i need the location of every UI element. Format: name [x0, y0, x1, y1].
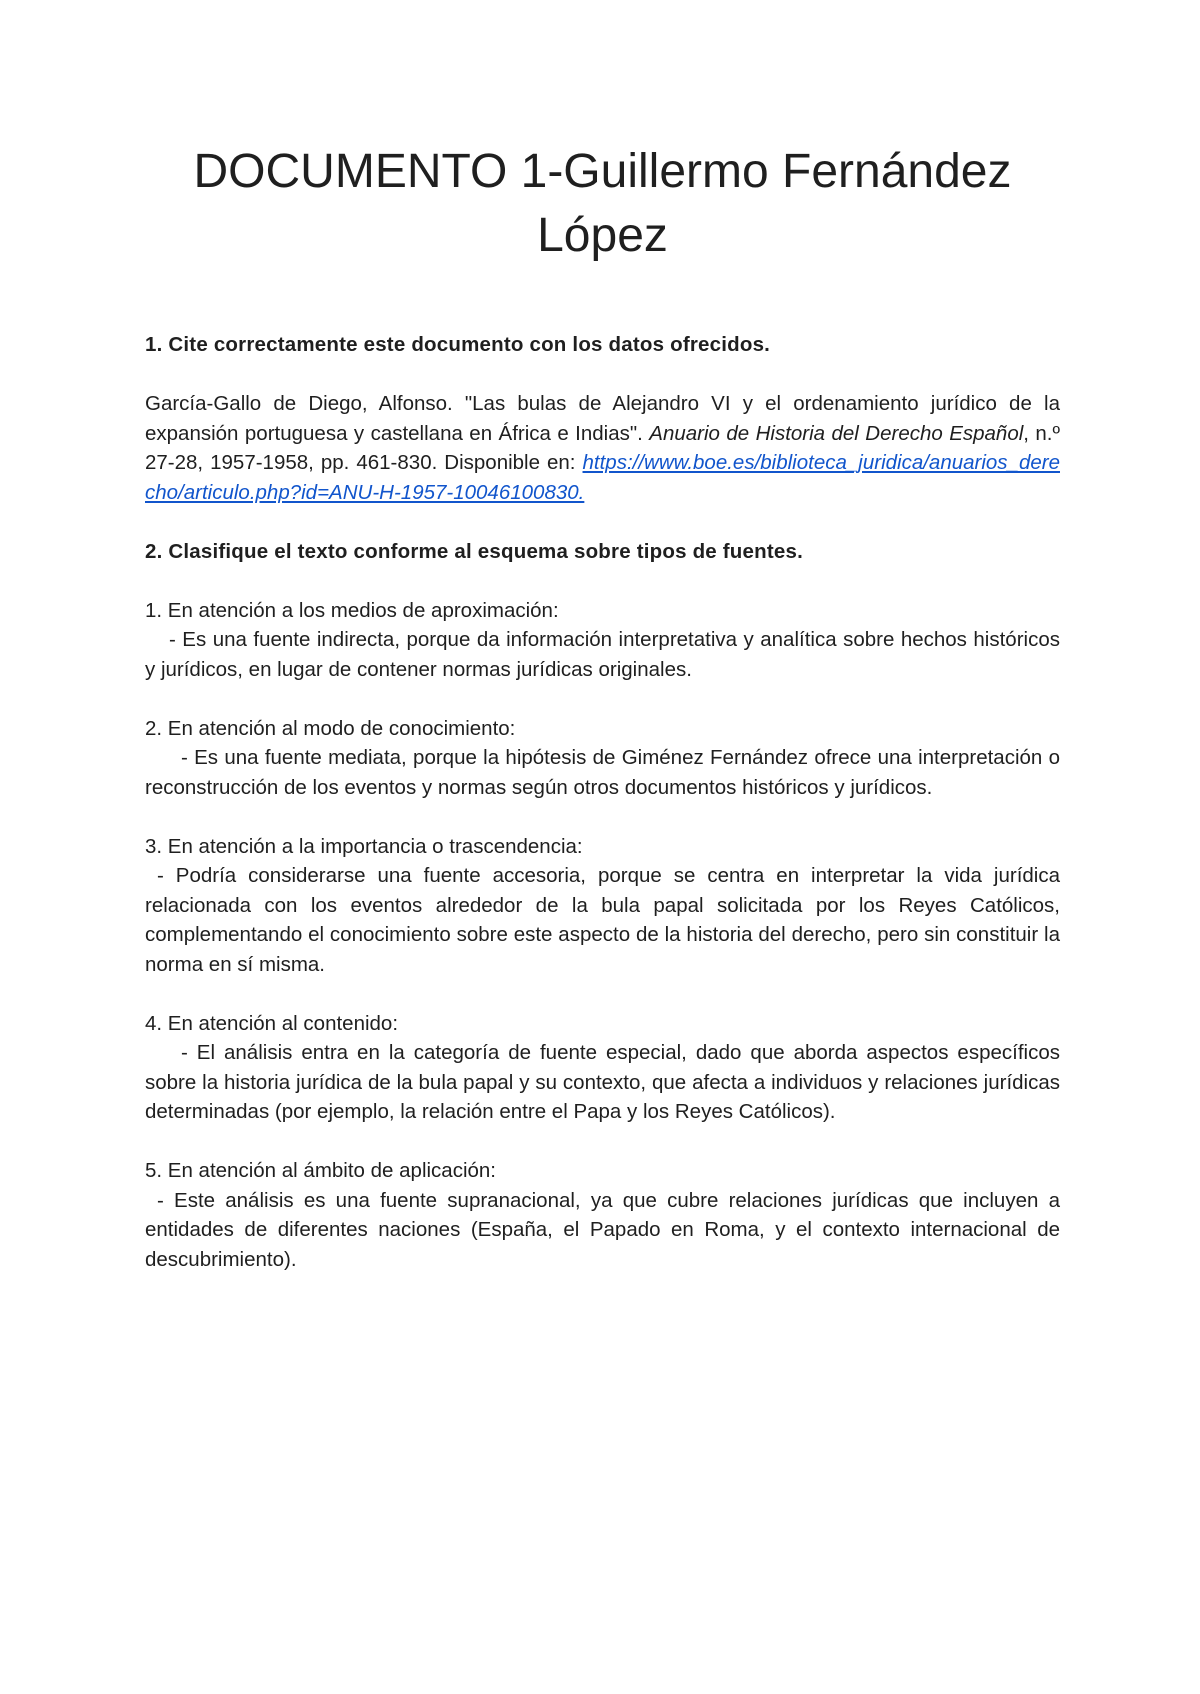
question-2-heading: 2. Clasifique el texto conforme al esquema sobre tipos de fuentes. — [145, 539, 803, 563]
section-body: - Es una fuente indirecta, porque da información interpretativa y analítica sobre hechos históricos y jurídicos, en lugar de contener normas jurídicas originales. — [145, 628, 1060, 681]
section-body: - Este análisis es una fuente supranacional, ya que cubre relaciones jurídicas que incluyen a entidades de diferentes naciones (España, el Papado en Roma, y el contexto internacional de descubrimiento). — [145, 1188, 1060, 1271]
section-body: - Podría considerarse una fuente accesoria, porque se centra en interpretar la vida jurídica relacionada con los eventos alrededor de la bula papal solicitada por los Reyes Católicos, complementando el conocimiento sobre este aspecto de la historia del derecho, pero sin constituir la norma en sí misma. — [145, 864, 1060, 976]
section-heading: 4. En atención al contenido: — [145, 1011, 399, 1035]
source-type-section-2 — [145, 714, 1060, 803]
section-heading: 2. En atención al modo de conocimiento: — [145, 716, 516, 740]
section-body: - El análisis entra en la categoría de fuente especial, dado que aborda aspectos específicos sobre la historia jurídica de la bula papal y su contexto, que afecta a individuos y relaciones jurídicas determinadas (por ejemplo, la relación entre el Papa y los Reyes Católicos). — [145, 1041, 1060, 1123]
document-body — [145, 330, 1060, 1274]
source-type-section-3 — [145, 832, 1060, 980]
document-title: DOCUMENTO 1-Guillermo Fernández López — [193, 145, 1012, 262]
question-1-heading: 1. Cite correctamente este documento con los datos ofrecidos. — [145, 333, 771, 356]
section-body: - Es una fuente mediata, porque la hipótesis de Giménez Fernández ofrece una interpretación o reconstrucción de los eventos y normas según otros documentos históricos y jurídicos. — [145, 746, 1060, 799]
section-heading: 5. En atención al ámbito de aplicación: — [145, 1159, 497, 1182]
section-heading: 1. En atención a los medios de aproximación: — [145, 598, 559, 622]
section-heading: 3. En atención a la importancia o trascendencia: — [145, 834, 583, 858]
citation-paragraph — [145, 389, 1060, 507]
source-type-section-1 — [145, 596, 1060, 685]
source-type-section-5 — [145, 1156, 1060, 1274]
citation-details: , n.º 27-28, 1957-1958, pp. 461-830. Disponible en: — [145, 421, 1060, 474]
citation-link[interactable]: https://www.boe.es/biblioteca_juridica/anuarios_derecho/articulo.php?id=ANU-H-1957-10046100830. — [145, 451, 1060, 504]
citation-journal: Anuario de Historia del Derecho Español — [649, 421, 1024, 445]
citation-author-title: García-Gallo de Diego, Alfonso. "Las bulas de Alejandro VI y el ordenamiento jurídico de la expansión portuguesa y castellana en África e Indias". — [145, 392, 1060, 445]
source-type-section-4 — [145, 1009, 1060, 1127]
